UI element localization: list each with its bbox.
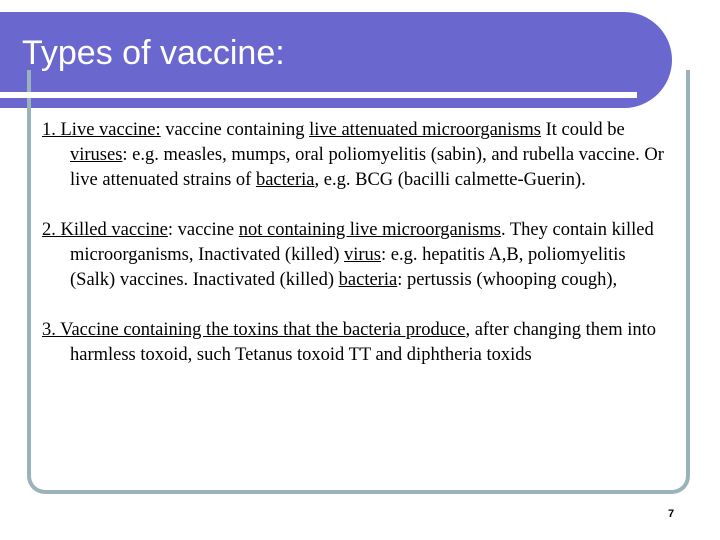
list-item-killed-vaccine: 2. Killed vaccine: vaccine not containing live microorganisms. They contain killed microorganisms, Inactivated (killed) virus: e.g. hepatitis A,B, poliomyelitis (Salk) vaccines. Inactivated (killed) bacteria: pertussis (whooping cough), [42,220,654,290]
list-item-live-vaccine: 1. Live vaccine: vaccine containing live attenuated microorganisms It could be viruses: e.g. measles, mumps, oral poliomyelitis (sabin), and rubella vaccine. Or live attenuated strains of bacteria, e.g. BCG (bacilli calmette-Guerin). [42,120,664,190]
term-live-vaccine: 1. Live vaccine: [42,120,161,140]
term-bacteria-killed: bacteria [338,270,398,290]
term-toxin-vaccine: 3. Vaccine containing the toxins that the bacteria produce [42,320,466,340]
term-killed-vaccine: 2. Killed vaccine [42,220,168,240]
title-underline [0,92,637,98]
term-viruses: viruses [70,145,123,165]
slide-body [42,118,672,393]
term-not-live: not containing live microorganisms [238,220,501,240]
term-bacteria: bacteria [255,170,315,190]
term-virus: virus [344,245,381,265]
list-item-toxoid-vaccine: 3. Vaccine containing the toxins that the bacteria produce, after changing them into harmless toxoid, such Tetanus toxoid TT and diphtheria toxids [42,320,657,365]
term-live-attenuated: live attenuated microorganisms [309,120,541,140]
page-number: 7 [668,508,675,520]
slide-title: Types of vaccine: [22,34,285,72]
